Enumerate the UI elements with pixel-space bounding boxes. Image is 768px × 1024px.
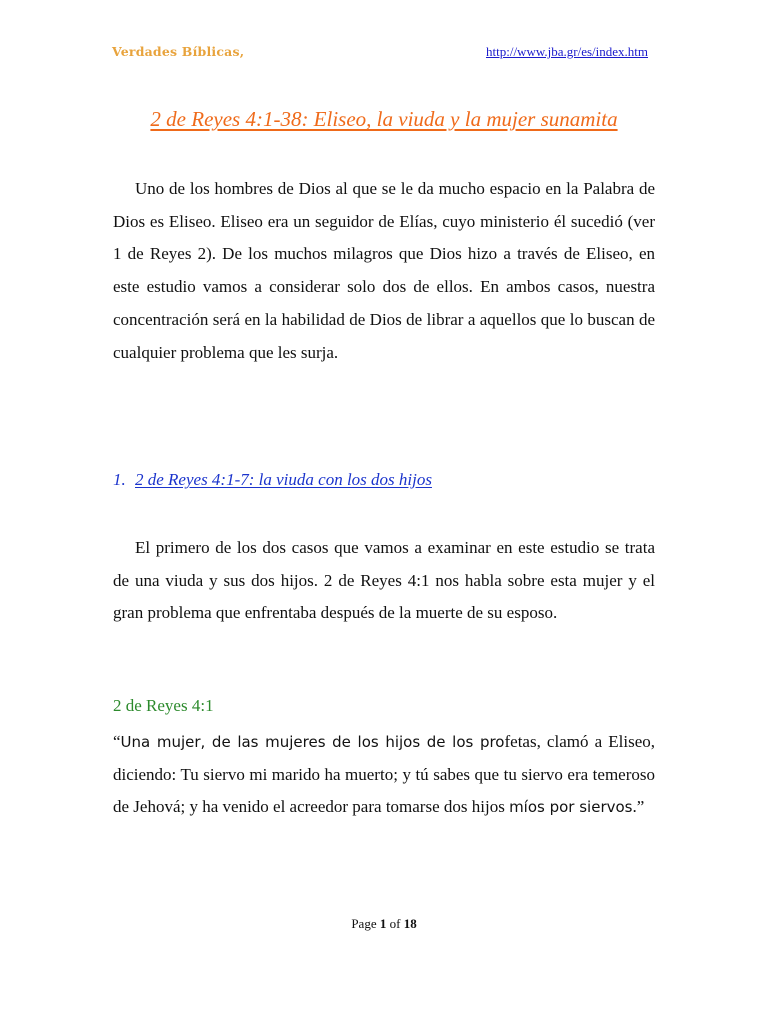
section-heading — [113, 470, 432, 490]
verse-text-part1: Una mujer, de las mujeres de los hijos de los pro — [120, 733, 505, 751]
section-paragraph-text: El primero de los dos casos que vamos a examinar en este estudio se trata de una viuda y sus dos hijos. 2 de Reyes 4:1 nos habla sobre esta mujer y el gran problema que enfrentaba después de la muerte de su esposo. — [113, 538, 655, 623]
intro-paragraph — [113, 173, 655, 369]
verse-reference: 2 de Reyes 4:1 — [113, 696, 214, 715]
verse-quote — [113, 726, 655, 824]
section-number: 1. — [113, 470, 126, 489]
section-paragraph — [113, 532, 655, 630]
site-name: Verdades Bíblicas, — [112, 44, 245, 59]
site-url-link[interactable]: http://www.jba.gr/es/index.htm — [486, 44, 648, 59]
current-page-number: 1 — [379, 916, 387, 931]
page-footer — [0, 916, 768, 932]
of-label: of — [389, 916, 401, 931]
section-heading-link[interactable]: 2 de Reyes 4:1-7: la viuda con los dos hijos — [135, 470, 432, 489]
page-header — [112, 44, 648, 64]
verse-close-quote: .” — [632, 797, 645, 817]
intro-paragraph-text: Uno de los hombres de Dios al que se le da mucho espacio en la Palabra de Dios es Eliseo. Eliseo era un seguidor de Elías, cuyo ministerio él sucedió (ver 1 de Reyes 2). De los muchos milagros que Dios hizo a través de Eliseo, en este estudio vamos a considerar solo dos de ellos. En ambos casos, nuestra concentración será en la habilidad de Dios de librar a aquellos que lo buscan de cualquier problema que les surja. — [113, 179, 655, 362]
page-label: Page — [351, 916, 377, 931]
verse-open-quote: “ — [113, 732, 121, 751]
verse-text-part3: míos por siervos — [509, 798, 633, 817]
total-pages: 18 — [403, 916, 417, 931]
verse-text-part2: fetas, clamó a Eliseo, diciendo: Tu siervo mi marido ha muerto; y tú sabes que tu siervo era temeroso de Jehová; y ha venido el acreedor para tomarse dos hijos — [113, 732, 655, 817]
document-title: 2 de Reyes 4:1-38: Eliseo, la viuda y la mujer sunamita — [150, 107, 618, 131]
